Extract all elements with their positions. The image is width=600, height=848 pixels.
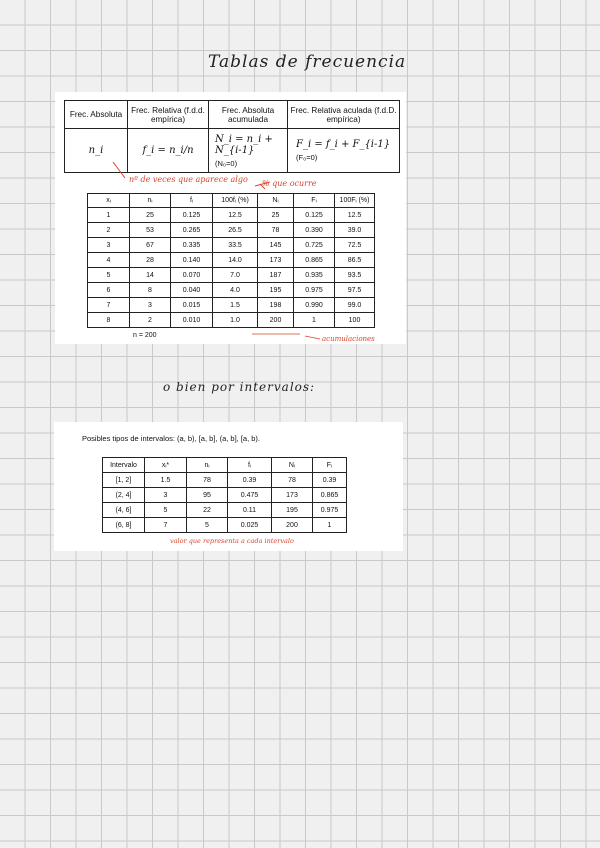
table-cell: 0.010 — [171, 313, 213, 328]
table-cell: 0.335 — [171, 238, 213, 253]
table-cell: 4 — [88, 253, 130, 268]
header-rel-freq: Frec. Relativa (f.d.d. empírica) — [128, 101, 209, 129]
table-cell: 0.975 — [294, 283, 335, 298]
header-cum-rel-freq: Frec. Relativa aculada (f.d.D. empírica) — [288, 101, 400, 129]
table-row — [88, 223, 375, 238]
annotation-cumulative-note: acumulaciones — [322, 335, 375, 343]
table-row — [103, 488, 347, 503]
table-cell: 12.5 — [213, 208, 258, 223]
frequency-table — [87, 193, 375, 328]
table-cell: 0.11 — [228, 503, 272, 518]
table-cell: (2, 4] — [103, 488, 145, 503]
table-cell: 0.975 — [313, 503, 347, 518]
table-cell: 28 — [130, 253, 171, 268]
table-cell: 78 — [187, 473, 228, 488]
annotation-arrows — [95, 160, 295, 190]
table-cell: 0.390 — [294, 223, 335, 238]
table-cell: 93.5 — [335, 268, 375, 283]
table-cell: 195 — [258, 283, 294, 298]
table-cell: 2 — [88, 223, 130, 238]
col-interval: Intervalo — [103, 458, 145, 473]
table-row — [88, 253, 375, 268]
table-cell: 3 — [145, 488, 187, 503]
annotation-interval-note: valor que representa a cada intervalo — [170, 537, 294, 545]
table-cell: 8 — [88, 313, 130, 328]
table-cell: 173 — [258, 253, 294, 268]
intervals-table — [102, 457, 347, 533]
col-ni: nᵢ — [130, 194, 171, 208]
table-cell: 14.0 — [213, 253, 258, 268]
col-Ni: Nᵢ — [258, 194, 294, 208]
table-row — [88, 298, 375, 313]
table-row — [103, 473, 347, 488]
table-cell: 0.015 — [171, 298, 213, 313]
table-cell: 1 — [313, 518, 347, 533]
annotation-count-note: nº de veces que aparece algo — [129, 175, 248, 184]
col-100fi: 100fᵢ (%) — [213, 194, 258, 208]
table-cell: 145 — [258, 238, 294, 253]
table-cell: 0.140 — [171, 253, 213, 268]
subnote-F0: (F₀=0) — [296, 153, 318, 162]
table-row — [88, 268, 375, 283]
total-n: n = 200 — [133, 332, 157, 339]
table-cell: 200 — [258, 313, 294, 328]
table-cell: 0.070 — [171, 268, 213, 283]
cell-Fi: F_i = f_i + F_{i-1} (F₀=0) — [288, 129, 400, 173]
interval-types-text: Posibles tipos de intervalos: (a, b), [a, b], (a, b], [a, b). — [82, 434, 261, 443]
table-cell: 0.265 — [171, 223, 213, 238]
table-row — [88, 313, 375, 328]
table-cell: [1, 2] — [103, 473, 145, 488]
table-cell: 33.5 — [213, 238, 258, 253]
cell-fi: f_i = n_i/n — [128, 129, 209, 173]
header-cum-abs-freq: Frec. Absoluta acumulada — [209, 101, 288, 129]
table-cell: 97.5 — [335, 283, 375, 298]
table-row — [88, 238, 375, 253]
table-cell: 22 — [187, 503, 228, 518]
table-row — [88, 283, 375, 298]
cell-Ni: N_i = n_i + N_{i-1} (N₀=0) — [209, 129, 288, 173]
table-cell: 5 — [187, 518, 228, 533]
table-cell: 78 — [258, 223, 294, 238]
table-cell: (4, 6] — [103, 503, 145, 518]
table-cell: 14 — [130, 268, 171, 283]
col-fi: fᵢ — [228, 458, 272, 473]
cumulative-bracket — [250, 330, 330, 344]
intervals-subtitle: o bien por intervalos: — [163, 380, 316, 394]
table-cell: 1.5 — [145, 473, 187, 488]
table-cell: 2 — [130, 313, 171, 328]
table-cell: 0.725 — [294, 238, 335, 253]
table-cell: 26.5 — [213, 223, 258, 238]
col-xi: xᵢ — [88, 194, 130, 208]
table-cell: 0.865 — [313, 488, 347, 503]
col-100Fi: 100Fᵢ (%) — [335, 194, 375, 208]
table-cell: 12.5 — [335, 208, 375, 223]
header-abs-freq: Frec. Absoluta — [65, 101, 128, 129]
table-cell: 86.5 — [335, 253, 375, 268]
table-cell: 0.125 — [171, 208, 213, 223]
col-ni: nᵢ — [187, 458, 228, 473]
table-cell: 25 — [258, 208, 294, 223]
table-cell: 0.990 — [294, 298, 335, 313]
subnote-N0: (N₀=0) — [215, 158, 238, 168]
col-Ni: Nᵢ — [272, 458, 313, 473]
annotation-percent-note: % que ocurre — [262, 179, 317, 188]
page-title: Tablas de frecuencia — [208, 52, 407, 72]
table-cell: 7.0 — [213, 268, 258, 283]
table-cell: 78 — [272, 473, 313, 488]
table-cell: 173 — [272, 488, 313, 503]
table-cell: (6, 8] — [103, 518, 145, 533]
table-cell: 0.39 — [228, 473, 272, 488]
table-row — [103, 503, 347, 518]
table-cell: 6 — [88, 283, 130, 298]
table-cell: 5 — [145, 503, 187, 518]
table-cell: 4.0 — [213, 283, 258, 298]
table-cell: 0.040 — [171, 283, 213, 298]
col-Fi: Fᵢ — [313, 458, 347, 473]
table-cell: 3 — [130, 298, 171, 313]
col-fi: fᵢ — [171, 194, 213, 208]
table-cell: 0.39 — [313, 473, 347, 488]
table-cell: 0.475 — [228, 488, 272, 503]
table-cell: 39.0 — [335, 223, 375, 238]
table-cell: 8 — [130, 283, 171, 298]
table-cell: 7 — [88, 298, 130, 313]
table-cell: 187 — [258, 268, 294, 283]
table-cell: 195 — [272, 503, 313, 518]
table-cell: 0.865 — [294, 253, 335, 268]
table-cell: 7 — [145, 518, 187, 533]
table-cell: 95 — [187, 488, 228, 503]
table-cell: 67 — [130, 238, 171, 253]
table-cell: 0.935 — [294, 268, 335, 283]
table-cell: 198 — [258, 298, 294, 313]
table-cell: 1 — [294, 313, 335, 328]
table-cell: 1 — [88, 208, 130, 223]
table-row — [88, 208, 375, 223]
cell-ni: n_i — [65, 129, 128, 173]
table-cell: 53 — [130, 223, 171, 238]
table-cell: 5 — [88, 268, 130, 283]
table-cell: 100 — [335, 313, 375, 328]
table-cell: 1.0 — [213, 313, 258, 328]
col-xi-star: xᵢ* — [145, 458, 187, 473]
table-cell: 72.5 — [335, 238, 375, 253]
table-cell: 200 — [272, 518, 313, 533]
table-cell: 25 — [130, 208, 171, 223]
table-cell: 3 — [88, 238, 130, 253]
table-cell: 99.0 — [335, 298, 375, 313]
table-cell: 0.025 — [228, 518, 272, 533]
col-Fi: Fᵢ — [294, 194, 335, 208]
table-row — [103, 518, 347, 533]
table-cell: 1.5 — [213, 298, 258, 313]
table-cell: 0.125 — [294, 208, 335, 223]
